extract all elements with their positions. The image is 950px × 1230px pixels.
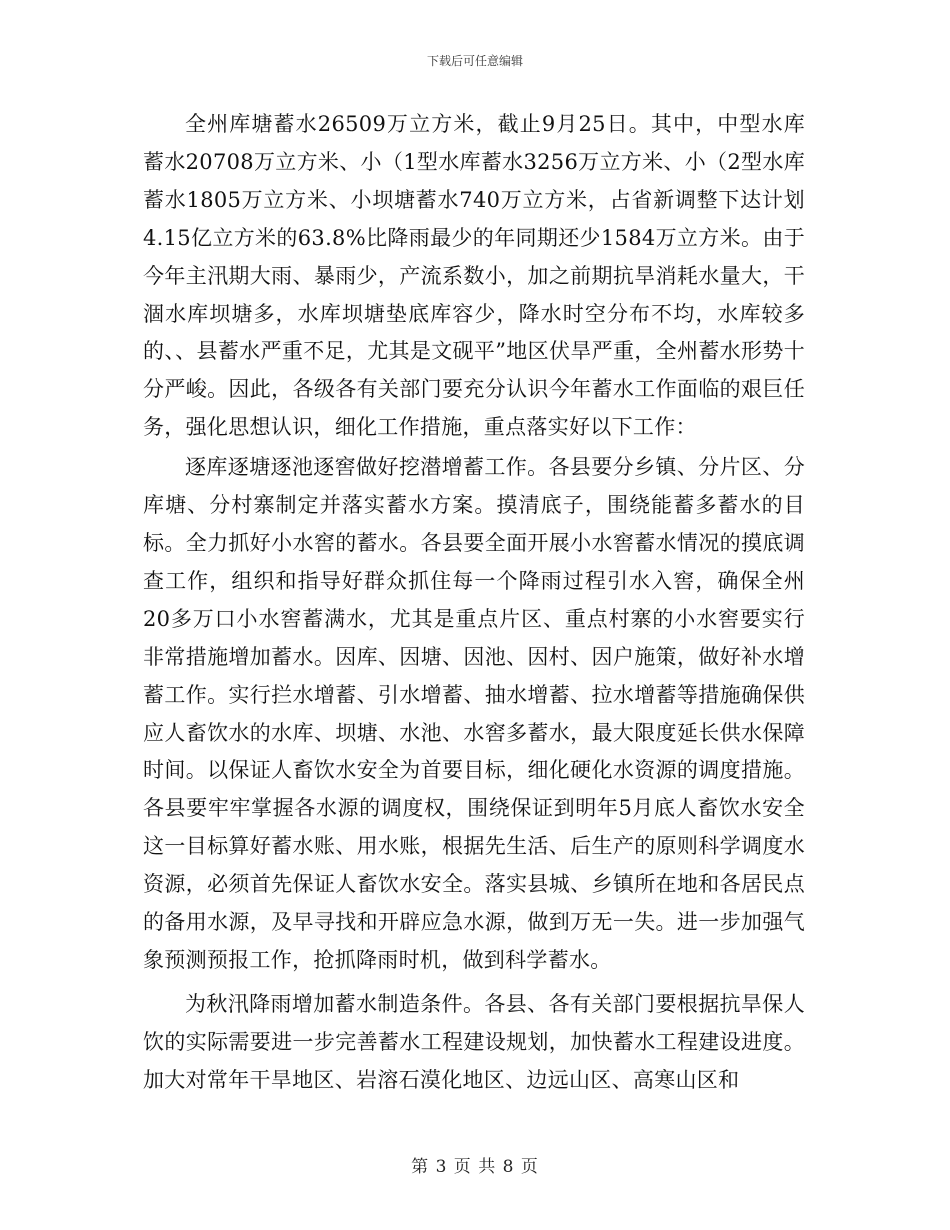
page-header-note: 下载后可任意编辑 <box>426 54 523 68</box>
page-number: 第 3 页 共 8 页 <box>411 1157 539 1177</box>
paragraph-reservoir-storage: 全州库塘蓄水26509万立方米，截止9月25日。其中，中型水库蓄水20708万立方米、小（1型水库蓄水3256万立方米、小（2型水库蓄水1805万立方米、小坝塘蓄水740万立方米，占省新调整下达计划4.15亿立方米的63.8%比降雨最少的年同期还少1584万立方米。由于今年主汛期大雨、暴雨少，产流系数小，加之前期抗旱消耗水量大，干涸水库坝塘多，水库坝塘垫底库容少，降水时空分布不均，水库较多的、、县蓄水严重不足，尤其是文砚平”地区伏旱严重，全州蓄水形势十分严峻。因此，各级各有关部门要充分认识今年蓄水工作面临的艰巨任务，强化思想认识，细化工作措施，重点落实好以下工作： <box>143 112 805 440</box>
paragraph-autumn-flood: 为秋汛降雨增加蓄水制造条件。各县、各有关部门要根据抗旱保人饮的实际需要进一步完善蓄水工程建设规划，加快蓄水工程建设进度。加大对常年干旱地区、岩溶石漠化地区、边远山区、高寒山区和 <box>143 991 805 1092</box>
document-body <box>143 106 805 1100</box>
paragraph-storage-measures: 逐库逐塘逐池逐窖做好挖潜增蓄工作。各县要分乡镇、分片区、分库塘、分村寨制定并落实蓄水方案。摸清底子，围绕能蓄多蓄水的目标。全力抓好小水窖的蓄水。各县要全面开展小水窖蓄水情况的摸底调查工作，组织和指导好群众抓住每一个降雨过程引水入窖，确保全州20多万口小水窖蓄满水，尤其是重点片区、重点村寨的小水窖要实行非常措施增加蓄水。因库、因塘、因池、因村、因户施策，做好补水增蓄工作。实行拦水增蓄、引水增蓄、抽水增蓄、拉水增蓄等措施确保供应人畜饮水的水库、坝塘、水池、水窖多蓄水，最大限度延长供水保障时间。以保证人畜饮水安全为首要目标，细化硬化水资源的调度措施。各县要牢牢掌握各水源的调度权，围绕保证到明年5月底人畜饮水安全这一目标算好蓄水账、用水账，根据先生活、后生产的原则科学调度水资源，必须首先保证人畜饮水安全。落实县城、乡镇所在地和各居民点的备用水源，及早寻找和开辟应急水源，做到万无一失。进一步加强气象预测预报工作，抢抓降雨时机，做到科学蓄水。 <box>143 455 805 972</box>
